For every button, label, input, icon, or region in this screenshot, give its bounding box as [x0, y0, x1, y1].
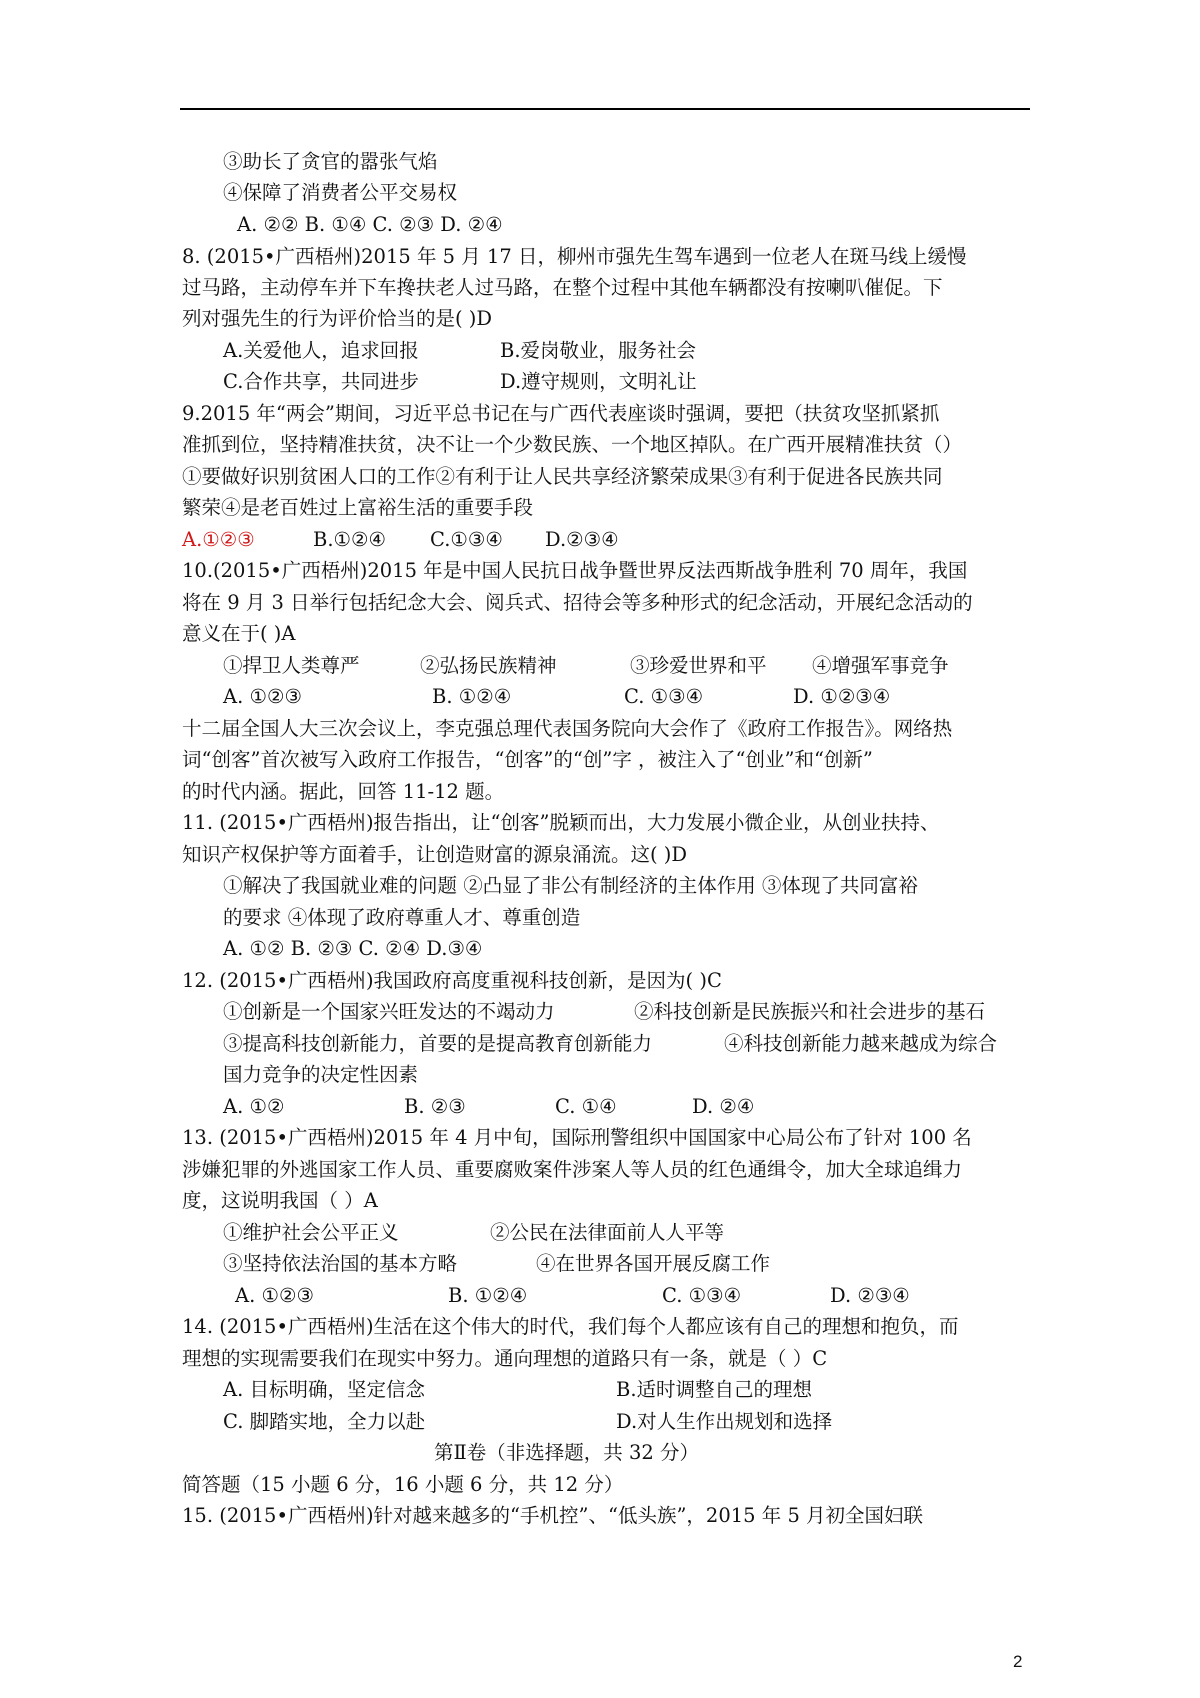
q10-option-1: ①捍卫人类尊严: [223, 654, 360, 677]
q10-line-3: 意义在于( )A: [182, 622, 296, 645]
q13-choice-c: C. ①③④: [662, 1284, 742, 1307]
section-2-heading: 第Ⅱ卷（非选择题，共 32 分）: [434, 1441, 699, 1464]
q11-line-2: 知识产权保护等方面着手，让创造财富的源泉涌流。这( )D: [182, 843, 688, 866]
q8-choice-a: A.关爱他人，追求回报: [223, 339, 419, 362]
q10-choice-c: C. ①③④: [624, 685, 704, 708]
q13-line-1: 13. (2015•广西梧州)2015 年 4 月中旬，国际刑警组织中国国家中心局公布了针对 100 名: [182, 1126, 972, 1149]
q12-option-2: ②科技创新是民族振兴和社会进步的基石: [634, 1000, 986, 1023]
q12-choice-a: A. ①②: [223, 1095, 285, 1118]
passage-line-3: 的时代内涵。据此，回答 11-12 题。: [182, 780, 505, 803]
q8-line-2: 过马路，主动停车并下车搀扶老人过马路，在整个过程中其他车辆都没有按喇叭催促。下: [182, 276, 943, 299]
q7-choices: A. ②② B. ①④ C. ②③ D. ②④: [237, 213, 503, 236]
q13-option-2: ②公民在法律面前人人平等: [490, 1221, 725, 1244]
q15-line-1: 15. (2015•广西梧州)针对越来越多的“手机控”、“低头族”，2015 年 5 月初全国妇联: [182, 1504, 924, 1527]
q14-line-1: 14. (2015•广西梧州)生活在这个伟大的时代，我们每个人都应该有自己的理想和抱负，而: [182, 1315, 959, 1338]
q10-option-4: ④增强军事竞争: [812, 654, 949, 677]
q12-line-1: 12. (2015•广西梧州)我国政府高度重视科技创新，是因为( )C: [182, 969, 722, 992]
q12-choice-c: C. ①④: [555, 1095, 617, 1118]
q8-line-3: 列对强先生的行为评价恰当的是( )D: [182, 307, 493, 330]
q13-choice-d: D. ②③④: [830, 1284, 910, 1307]
q8-line-1: 8. (2015•广西梧州)2015 年 5 月 17 日，柳州市强先生驾车遇到一位老人在斑马线上缓慢: [182, 245, 967, 268]
q13-line-2: 涉嫌犯罪的外逃国家工作人员、重要腐败案件涉案人等人员的红色通缉令，加大全球追缉力: [182, 1158, 963, 1181]
q10-line-2: 将在 9 月 3 日举行包括纪念大会、阅兵式、招待会等多种形式的纪念活动，开展纪念活动的: [182, 591, 973, 614]
q14-choice-c: C. 脚踏实地，全力以赴: [223, 1410, 426, 1433]
q7-option-3: ③助长了贪官的嚣张气焰: [223, 150, 438, 173]
q13-option-1: ①维护社会公平正义: [223, 1221, 399, 1244]
q14-choice-a: A. 目标明确，坚定信念: [223, 1378, 425, 1401]
q12-option-4: ④科技创新能力越来越成为综合: [724, 1032, 998, 1055]
passage-line-2: 词“创客”首次被写入政府工作报告，“创客”的“创”字 ，被注入了“创业”和“创新”: [182, 748, 873, 771]
q11-line-1: 11. (2015•广西梧州)报告指出，让“创客”脱颖而出，大力发展小微企业，从创业扶持、: [182, 811, 940, 834]
q12-choice-d: D. ②④: [692, 1095, 755, 1118]
q10-line-1: 10.(2015•广西梧州)2015 年是中国人民抗日战争暨世界反法西斯战争胜利 70 周年，我国: [182, 559, 968, 582]
q7-option-4: ④保障了消费者公平交易权: [223, 181, 458, 204]
q9-choice-b: B.①②④: [313, 528, 386, 551]
q10-choice-b: B. ①②④: [432, 685, 512, 708]
q10-option-3: ③珍爱世界和平: [630, 654, 767, 677]
q11-options-line-2: 的要求 ④体现了政府尊重人才、尊重创造: [223, 906, 581, 929]
q10-choice-a: A. ①②③: [223, 685, 302, 708]
q8-choice-c: C.合作共享，共同进步: [223, 370, 419, 393]
q9-choice-c: C.①③④: [430, 528, 503, 551]
q13-choice-a: A. ①②③: [235, 1284, 314, 1307]
q14-choice-b: B.适时调整自己的理想: [616, 1378, 813, 1401]
q14-line-2: 理想的实现需要我们在现实中努力。通向理想的道路只有一条，就是（ ）C: [182, 1347, 828, 1370]
q12-option-3: ③提高科技创新能力，首要的是提高教育创新能力: [223, 1032, 653, 1055]
header-rule: [180, 108, 1030, 110]
q10-option-2: ②弘扬民族精神: [420, 654, 557, 677]
q13-choice-b: B. ①②④: [448, 1284, 528, 1307]
q14-choice-d: D.对人生作出规划和选择: [616, 1410, 833, 1433]
q9-line-1: 9.2015 年“两会”期间，习近平总书记在与广西代表座谈时强调，要把（扶贫攻坚抓紧抓: [182, 402, 940, 425]
q13-line-3: 度，这说明我国（ ）A: [182, 1189, 378, 1212]
short-answer-heading: 简答题（15 小题 6 分，16 小题 6 分，共 12 分）: [182, 1473, 624, 1496]
q9-line-3: ①要做好识别贫困人口的工作②有利于让人民共享经济繁荣成果③有利于促进各民族共同: [182, 465, 943, 488]
q9-line-2: 准抓到位，坚持精准扶贫，决不让一个少数民族、一个地区掉队。在广西开展精准扶贫（）: [182, 433, 963, 456]
q9-choice-d: D.②③④: [545, 528, 619, 551]
q9-choice-a-answer: A.①②③: [182, 528, 255, 551]
passage-line-1: 十二届全国人大三次会议上，李克强总理代表国务院向大会作了《政府工作报告》。网络热: [182, 717, 953, 740]
q10-choice-d: D. ①②③④: [793, 685, 891, 708]
q8-choice-d: D.遵守规则，文明礼让: [500, 370, 697, 393]
q9-line-4: 繁荣④是老百姓过上富裕生活的重要手段: [182, 496, 534, 519]
q11-options-line-1: ①解决了我国就业难的问题 ②凸显了非公有制经济的主体作用 ③体现了共同富裕: [223, 874, 918, 897]
q12-choice-b: B. ②③: [404, 1095, 466, 1118]
q11-choices: A. ①② B. ②③ C. ②④ D.③④: [223, 937, 483, 960]
q8-choice-b: B.爱岗敬业，服务社会: [500, 339, 697, 362]
page-number: 2: [1013, 1652, 1023, 1671]
q12-option-1: ①创新是一个国家兴旺发达的不竭动力: [223, 1000, 555, 1023]
q13-option-4: ④在世界各国开展反腐工作: [536, 1252, 771, 1275]
q12-option-4-cont: 国力竞争的决定性因素: [223, 1063, 419, 1086]
q13-option-3: ③坚持依法治国的基本方略: [223, 1252, 458, 1275]
